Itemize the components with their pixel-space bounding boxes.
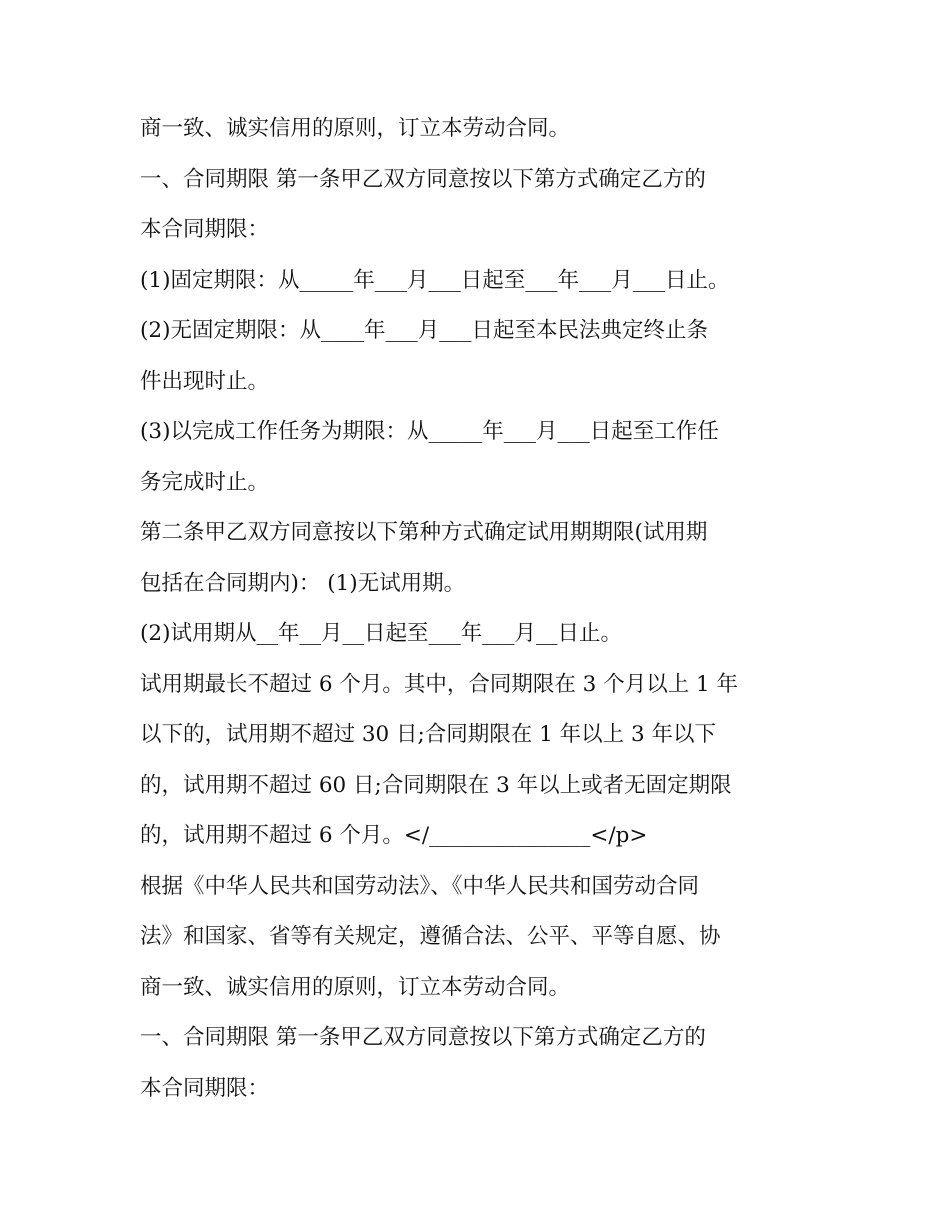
text-line: (2)试用期从__年__月__日起至___年___月__日止。 (140, 621, 622, 646)
text-line: (1)固定期限：从_____年___月___日起至___年___月___日止。 (140, 267, 730, 293)
document-body (140, 104, 820, 1114)
text-line: 商一致、诚实信用的原则，订立本劳动合同。 (140, 116, 571, 141)
text-line: 包括在合同期内)： (1)无试用期。 (140, 570, 466, 596)
text-line: 本合同期限： (140, 217, 270, 242)
text-line: (2)无固定期限：从____年___月___日起至本民法典定终止条 (140, 318, 708, 343)
text-line: 件出现时止。 (140, 368, 270, 394)
text-line: (3)以完成工作任务为期限：从_____年___月___日起至工作任 (140, 419, 719, 444)
text-line: 一、合同期限 第一条甲乙双方同意按以下第方式确定乙方的 (140, 1025, 706, 1050)
text-line: 的，试用期不超过 6 个月。</_______________</p> (140, 823, 648, 848)
text-line: 第二条甲乙双方同意按以下第种方式确定试用期期限(试用期 (140, 520, 708, 545)
text-line: 本合同期限： (140, 1075, 270, 1101)
text-line: 以下的，试用期不超过 30 日;合同期限在 1 年以上 3 年以下 (140, 722, 716, 747)
text-line: 试用期最长不超过 6 个月。其中，合同期限在 3 个月以上 1 年 (140, 671, 739, 697)
text-line: 法》和国家、省等有关规定，遵循合法、公平、平等自愿、协 (140, 924, 721, 949)
text-line: 根据《中华人民共和国劳动法》、《中华人民共和国劳动合同 (140, 873, 700, 899)
text-line: 务完成时止。 (140, 469, 270, 495)
text-line: 的，试用期不超过 60 日;合同期限在 3 年以上或者无固定期限 (140, 772, 732, 798)
text-line: 一、合同期限 第一条甲乙双方同意按以下第方式确定乙方的 (140, 166, 706, 192)
text-line: 商一致、诚实信用的原则，订立本劳动合同。 (140, 974, 571, 1000)
